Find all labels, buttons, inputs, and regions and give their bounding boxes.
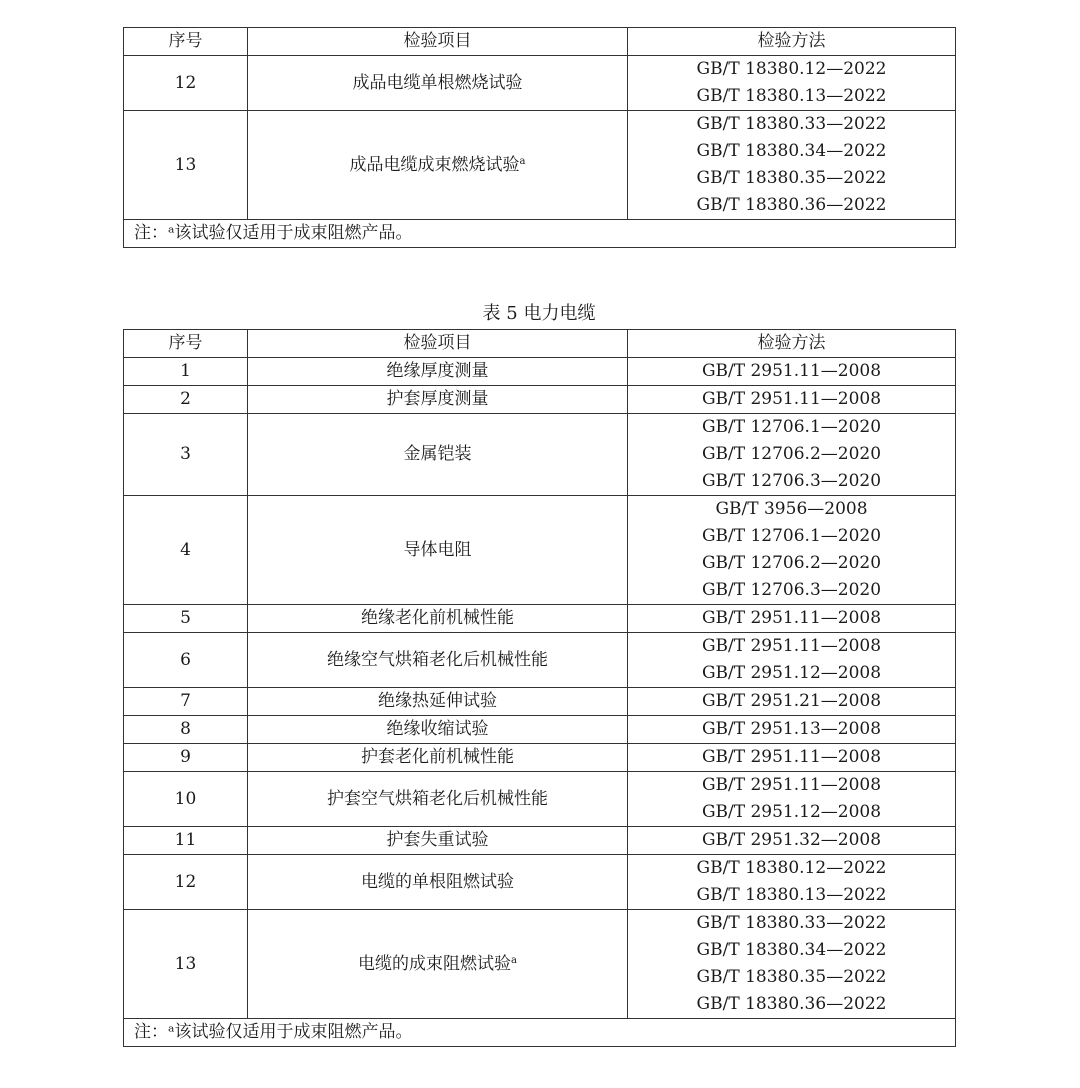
standard-reference: GB/T 2951.13—2008: [701, 719, 882, 739]
standard-reference: GB/T 2951.11—2008: [701, 636, 882, 656]
test-method-cell: [628, 386, 956, 414]
test-item-cell: [248, 744, 628, 772]
standard-reference: GB/T 18380.35—2022: [696, 168, 887, 188]
serial-number-cell: 1: [124, 358, 248, 386]
table-note-row: [124, 1019, 956, 1047]
test-method-cell: [628, 716, 956, 744]
test-method-cell: [628, 772, 956, 827]
test-item-cell: [248, 855, 628, 910]
table-body: [124, 358, 956, 1019]
standard-reference: GB/T 2951.11—2008: [701, 389, 882, 409]
table-row: [124, 633, 956, 688]
table-row: [124, 496, 956, 605]
test-method-cell: [628, 744, 956, 772]
serial-number-cell: 10: [124, 772, 248, 827]
serial-number-cell: 6: [124, 633, 248, 688]
test-item-cell: [248, 910, 628, 1019]
table-row: [124, 111, 956, 220]
table-row: [124, 605, 956, 633]
standard-reference: GB/T 12706.1—2020: [701, 417, 882, 437]
header-serial-number: 序号: [124, 330, 248, 358]
serial-number-cell: 2: [124, 386, 248, 414]
test-method-cell: [628, 605, 956, 633]
test-item-label: 金属铠装: [403, 444, 472, 464]
test-method-cell: [628, 855, 956, 910]
table-row: [124, 358, 956, 386]
test-item-label: 护套失重试验: [386, 830, 489, 850]
test-item-label: 成品电缆单根燃烧试验: [352, 72, 523, 93]
standard-reference: GB/T 3956—2008: [715, 499, 868, 519]
header-serial-number: 序号: [124, 28, 248, 56]
standard-reference: GB/T 12706.2—2020: [701, 444, 882, 464]
test-method-cell: [628, 496, 956, 605]
standard-reference: GB/T 18380.13—2022: [696, 885, 887, 905]
footnote-marker: a: [511, 954, 517, 966]
serial-number-cell: 12: [124, 855, 248, 910]
test-item-label: 绝缘老化前机械性能: [361, 608, 514, 628]
test-item-label: 导体电阻: [403, 539, 472, 560]
standard-reference: GB/T 18380.36—2022: [696, 994, 887, 1014]
table-row: [124, 56, 956, 111]
table-row: [124, 716, 956, 744]
test-item-label: 护套空气烘箱老化后机械性能: [327, 788, 548, 809]
test-method-cell: [628, 633, 956, 688]
continued-test-table: [123, 27, 956, 248]
test-item-cell: [248, 496, 628, 605]
standard-reference: GB/T 18380.12—2022: [696, 858, 887, 878]
test-item-cell: [248, 111, 628, 220]
serial-number-cell: 13: [124, 910, 248, 1019]
standard-reference: GB/T 2951.11—2008: [701, 608, 882, 628]
standard-reference: GB/T 2951.11—2008: [701, 775, 882, 795]
test-item-label: 护套老化前机械性能: [361, 747, 514, 767]
header-test-method: 检验方法: [628, 330, 956, 358]
standard-reference: GB/T 2951.12—2008: [701, 663, 882, 683]
table-header-row: [124, 28, 956, 56]
test-method-cell: [628, 111, 956, 220]
table-note: 注：ᵃ该试验仅适用于成束阻燃产品。: [124, 220, 956, 248]
table-row: [124, 827, 956, 855]
test-item-cell: [248, 772, 628, 827]
table-body: [124, 56, 956, 220]
test-method-cell: [628, 688, 956, 716]
standard-reference: GB/T 18380.34—2022: [696, 940, 887, 960]
test-item-cell: [248, 688, 628, 716]
serial-number-cell: 13: [124, 111, 248, 220]
table-caption: 表 5 电力电缆: [482, 303, 596, 324]
serial-number-cell: 4: [124, 496, 248, 605]
serial-number-cell: 9: [124, 744, 248, 772]
test-item-label: 绝缘空气烘箱老化后机械性能: [327, 649, 548, 670]
serial-number-cell: 12: [124, 56, 248, 111]
standard-reference: GB/T 2951.32—2008: [701, 830, 882, 850]
serial-number-cell: 8: [124, 716, 248, 744]
table-note: 注：ᵃ该试验仅适用于成束阻燃产品。: [124, 1019, 956, 1047]
standard-reference: GB/T 18380.34—2022: [696, 141, 887, 161]
serial-number-cell: 7: [124, 688, 248, 716]
standard-reference: GB/T 12706.2—2020: [701, 553, 882, 573]
serial-number-cell: 5: [124, 605, 248, 633]
standard-reference: GB/T 18380.35—2022: [696, 967, 887, 987]
test-method-cell: [628, 56, 956, 111]
table-row: [124, 910, 956, 1019]
table-row: [124, 744, 956, 772]
test-item-cell: [248, 56, 628, 111]
standard-reference: GB/T 2951.21—2008: [701, 691, 882, 711]
test-item-cell: [248, 414, 628, 496]
table-row: [124, 688, 956, 716]
standard-reference: GB/T 18380.12—2022: [696, 59, 887, 79]
test-item-cell: [248, 827, 628, 855]
footnote-marker: a: [519, 155, 526, 167]
test-item-label: 电缆的单根阻燃试验: [361, 871, 514, 892]
header-test-item: 检验项目: [248, 28, 628, 56]
test-method-cell: [628, 358, 956, 386]
power-cable-test-table: [123, 329, 956, 1047]
table-row: [124, 772, 956, 827]
test-item-label: 成品电缆成束燃烧试验: [349, 154, 520, 175]
table-row: [124, 386, 956, 414]
test-item-label: 绝缘热延伸试验: [378, 691, 497, 711]
serial-number-cell: 3: [124, 414, 248, 496]
test-method-cell: [628, 414, 956, 496]
standard-reference: GB/T 12706.1—2020: [701, 526, 882, 546]
test-item-label: 绝缘厚度测量: [386, 361, 489, 381]
standard-reference: GB/T 2951.12—2008: [701, 802, 882, 822]
table-row: [124, 414, 956, 496]
test-item-label: 护套厚度测量: [386, 389, 489, 409]
header-test-item: 检验项目: [248, 330, 628, 358]
test-method-cell: [628, 827, 956, 855]
standard-reference: GB/T 18380.33—2022: [696, 913, 887, 933]
test-item-label: 绝缘收缩试验: [386, 719, 489, 739]
standard-reference: GB/T 18380.36—2022: [696, 195, 887, 215]
standard-reference: GB/T 2951.11—2008: [701, 361, 882, 381]
test-item-label: 电缆的成束阻燃试验: [358, 953, 512, 974]
serial-number-cell: 11: [124, 827, 248, 855]
header-test-method: 检验方法: [628, 28, 956, 56]
standard-reference: GB/T 18380.33—2022: [696, 114, 887, 134]
standard-reference: GB/T 2951.11—2008: [701, 747, 882, 767]
table-header-row: [124, 330, 956, 358]
test-method-cell: [628, 910, 956, 1019]
test-item-cell: [248, 633, 628, 688]
test-item-cell: [248, 358, 628, 386]
table-note-row: [124, 220, 956, 248]
standard-reference: GB/T 18380.13—2022: [696, 86, 887, 106]
test-item-cell: [248, 716, 628, 744]
standard-reference: GB/T 12706.3—2020: [701, 580, 882, 600]
test-item-cell: [248, 605, 628, 633]
test-item-cell: [248, 386, 628, 414]
table-row: [124, 855, 956, 910]
standard-reference: GB/T 12706.3—2020: [701, 471, 882, 491]
